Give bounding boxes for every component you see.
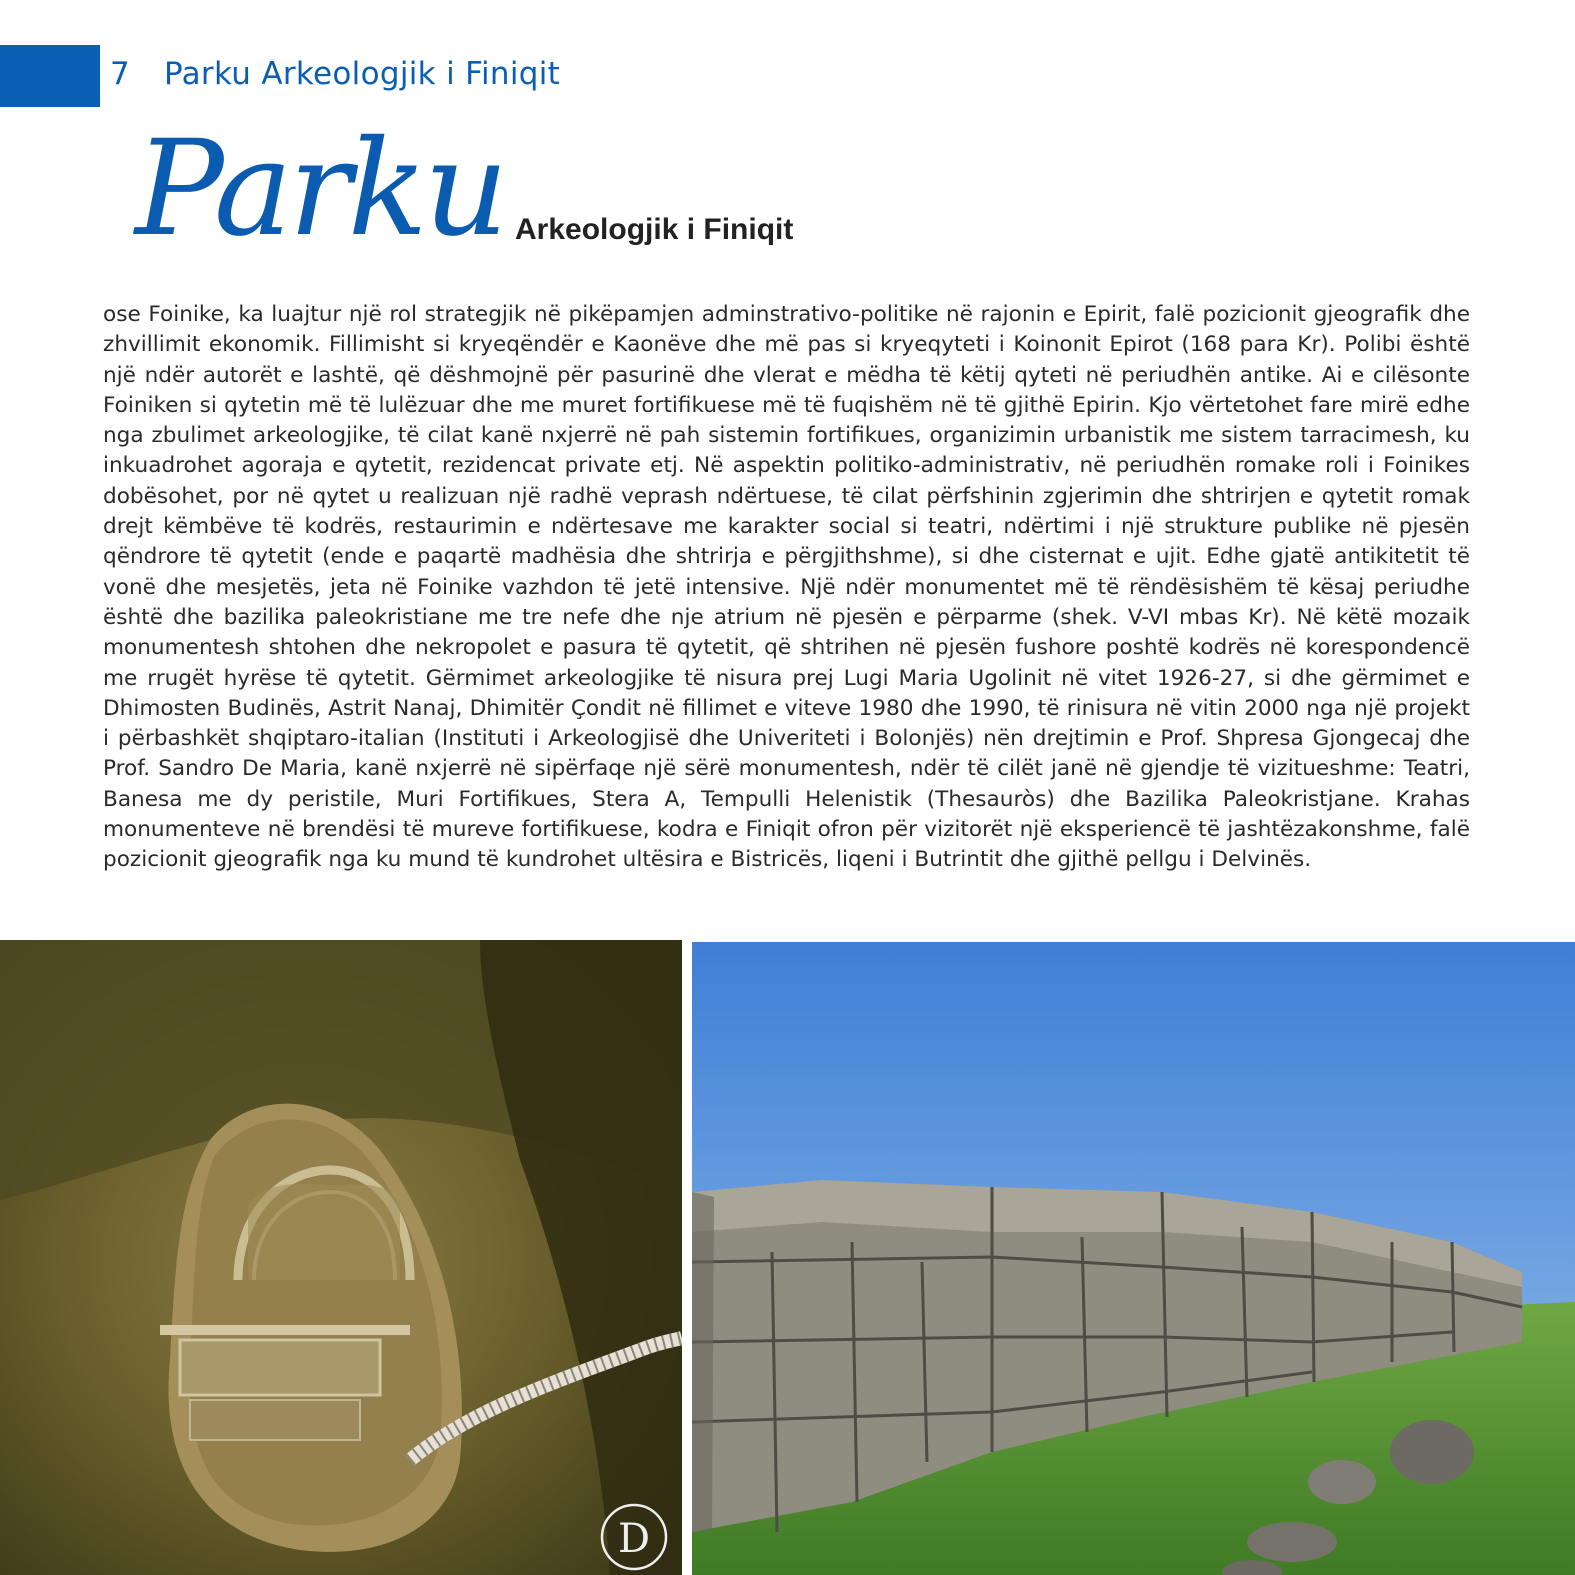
fortification-wall-photo bbox=[692, 942, 1575, 1575]
header-color-tab bbox=[0, 45, 100, 107]
title-subtitle: Arkeologjik i Finiqit bbox=[515, 213, 794, 246]
title-script-word: Parku bbox=[135, 112, 505, 266]
page-title bbox=[135, 112, 895, 290]
running-header bbox=[110, 56, 560, 92]
running-title: Parku Arkeologjik i Finiqit bbox=[164, 56, 561, 92]
page-number: 7 bbox=[110, 56, 131, 92]
watermark-logo-letter: D bbox=[617, 1516, 651, 1562]
theatre-aerial-photo bbox=[0, 940, 682, 1575]
body-paragraph: ose Foinike, ka luajtur një rol strategjik në pikëpamjen adminstrativo-politike në rajonin e Epirit, falë pozicionit gjeografik dhe zhvillimit ekonomik. Fillimisht si kryeqëndër e Kaonëve dhe më pas si kryeqyteti i Koinonit Epirot (168 para Kr). Polibi është një ndër autorët e lashtë, që dëshmojnë për pasurinë dhe vlerat e mëdha të këtij qyteti në periudhën antike. Ai e cilësonte Foiniken si qytetin më të lulëzuar dhe me muret fortifikuese më të fuqishëm në të gjithë Epirin. Kjo vërtetohet fare mirë edhe nga zbulimet arkeologjike, të cilat kanë nxjerrë në pah sistemin fortifikues, organizimin urbanistik me sistem tarracimesh, ku inkuadrohet agoraja e qytetit, rezidencat private etj. Në aspektin politiko-administrativ, në periudhën romake roli i Foinikes dobësohet, por në qytet u realizuan një radhë veprash ndërtuese, të cilat përfshinin zgjerimin dhe shtrirjen e qytetit romak drejt këmbëve të kodrës, restaurimin e ndërtesave me karakter social si teatri, ndërtimi i një strukture publike në pjesën qëndrore të qytetit (ende e paqartë madhësia dhe shtrirja e përgjithshme), si dhe cisternat e ujit. Edhe gjatë antikitetit të vonë dhe mesjetës, jeta në Foinike vazhdon të jetë intensive. Një ndër monumentet më të rëndësishëm të kësaj periudhe është dhe bazilika paleokristiane me tre nefe dhe nje atrium në pjesën e përparme (shek. V-VI mbas Kr). Në këtë mozaik monumentesh shtohen dhe nekropolet e pasura të qytetit, që shtrihen në pjesën fushore poshtë kodrës në korespondencë me rrugët hyrëse të qytetit. Gërmimet arkeologjike të nisura prej Lugi Maria Ugolinit në vitet 1926-27, si dhe gërmimet e Dhimosten Budinës, Astrit Nanaj, Dhimitër Çondit në fillimet e viteve 1980 dhe 1990, të rinisura në vitin 2000 nga një projekt i përbashkët shqiptaro-italian (Instituti i Arkeologjisë dhe Univeriteti i Bolonjës) nën drejtimin e Prof. Shpresa Gjongecaj dhe Prof. Sandro De Maria, kanë nxjerrë në sipërfaqe një sërë monumentesh, ndër të cilët janë në gjendje të vizitueshme: Teatri, Banesa me dy peristile, Muri Fortifikues, Stera A, Tempulli Helenistik (Thesauròs) dhe Bazilika Paleokristjane. Krahas monumenteve në brendësi të mureve fortifikuese, kodra e Finiqit ofron për vizitorët një eksperiencë të jashtëzakonshme, falë pozicionit gjeografik nga ku mund të kundrohet ultësira e Bistricës, liqeni i Butrintit dhe gjithë pellgu i Delvinës. bbox=[103, 302, 1470, 873]
